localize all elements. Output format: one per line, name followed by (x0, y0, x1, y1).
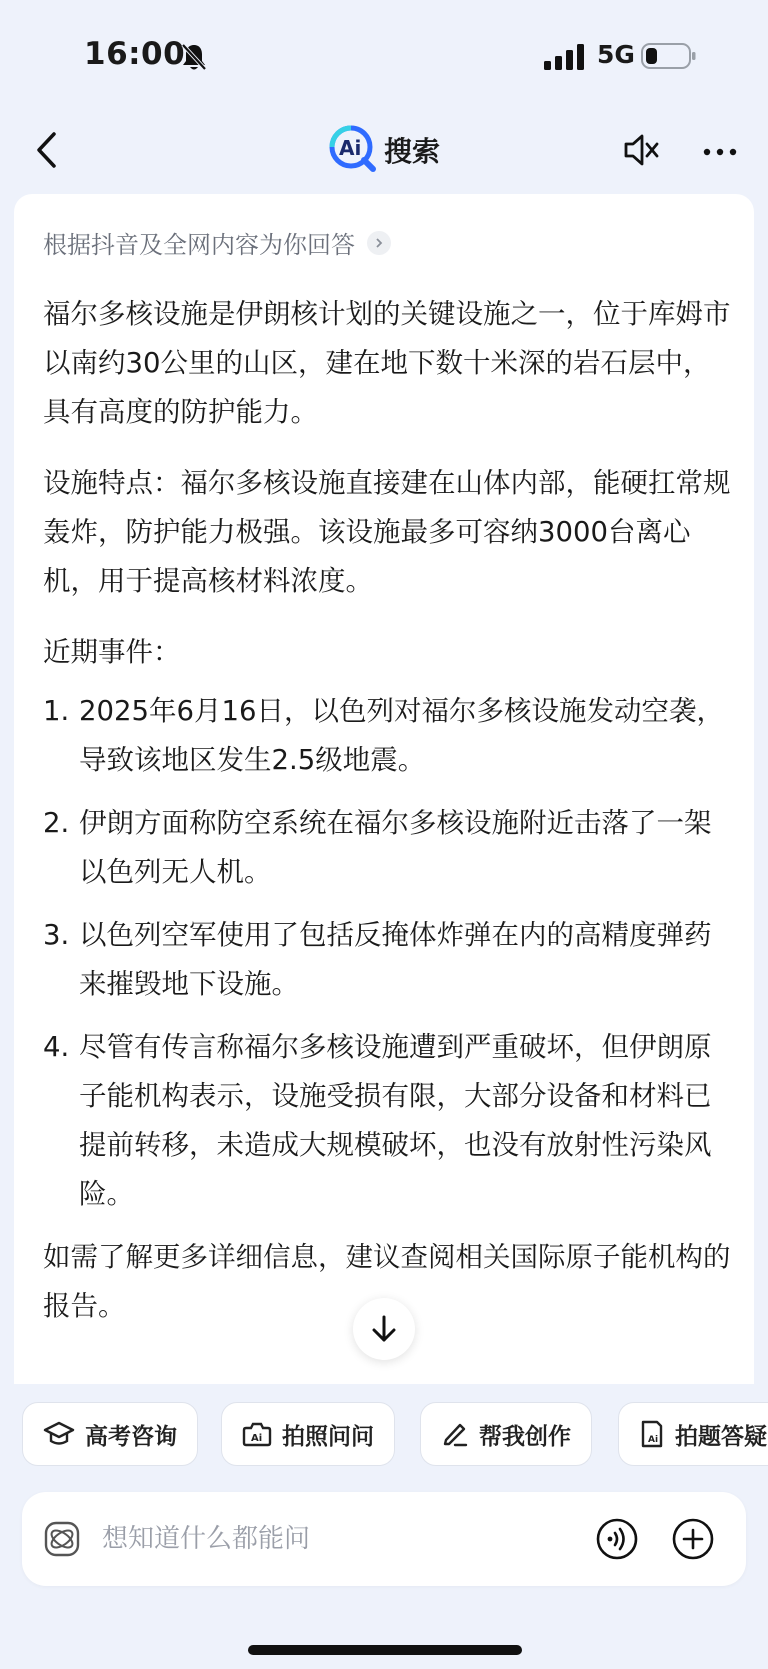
more-options-icon[interactable] (700, 132, 740, 172)
answer-closing: 如需了解更多详细信息，建议查阅相关国际原子能机构的报告。 (43, 1241, 731, 1322)
document-ai-icon (639, 1419, 665, 1449)
status-bar (0, 0, 768, 110)
graduation-cap-icon (43, 1420, 75, 1448)
list-item-text: 2025年6月16日，以色列对福尔多核设施发动空袭，导致该地区发生2.5级地震。 (79, 695, 724, 776)
chip-photo-ask[interactable] (221, 1402, 395, 1466)
source-note-text: 根据抖音及全网内容为你回答 (43, 231, 355, 259)
chevron-right-icon (367, 231, 391, 255)
back-arrow-icon[interactable] (34, 130, 60, 170)
list-item (43, 687, 735, 785)
chip-help-create[interactable] (420, 1402, 592, 1466)
camera-ai-icon (242, 1420, 272, 1448)
list-item-text: 伊朗方面称防空系统在福尔多核设施附近击落了一架以色列无人机。 (79, 807, 712, 888)
battery-icon (641, 42, 697, 70)
list-item-number: 2. (43, 807, 70, 839)
chip-label: 高考咨询 (85, 1423, 177, 1450)
arrow-down-icon (370, 1314, 398, 1344)
home-indicator[interactable] (248, 1645, 522, 1655)
ai-search-logo-icon (326, 122, 378, 174)
list-item (43, 1023, 735, 1219)
source-note[interactable] (43, 225, 391, 260)
speaker-mute-icon[interactable] (620, 130, 660, 170)
bell-off-icon (180, 42, 208, 72)
list-item-number: 1. (43, 695, 70, 727)
list-item-text: 尽管有传言称福尔多核设施遭到严重破坏，但伊朗原子能机构表示，设施受损有限，大部分设备和材料已提前转移，未造成大规模破坏，也没有放射性污染风险。 (79, 1031, 712, 1210)
quick-actions (0, 1402, 768, 1470)
list-item (43, 911, 735, 1009)
list-item-text: 以色列空军使用了包括反掩体炸弹在内的高精度弹药来摧毁地下设施。 (79, 919, 712, 1000)
list-item (43, 799, 735, 897)
events-list (43, 687, 735, 1219)
answer-intro: 福尔多核设施是伊朗核计划的关键设施之一，位于库姆市以南约30公里的山区，建在地下数十米深的岩石层中，具有高度的防护能力。 (43, 298, 731, 428)
svg-text:Ai: Ai (648, 1435, 659, 1445)
svg-text:Ai: Ai (339, 136, 362, 160)
ai-sparkle-icon[interactable] (42, 1519, 82, 1559)
svg-text:Ai: Ai (251, 1433, 263, 1444)
network-label: 5G (597, 40, 635, 69)
chip-label: 拍题答疑 (675, 1423, 767, 1450)
chip-photo-solve[interactable] (618, 1402, 768, 1466)
list-item-number: 3. (43, 919, 70, 951)
events-heading: 近期事件： (43, 636, 181, 668)
answer-body (43, 290, 735, 1353)
chip-gaokao-consult[interactable] (22, 1402, 198, 1466)
nav-bar (0, 110, 768, 190)
query-input[interactable] (102, 1514, 542, 1564)
status-time: 16:00 (84, 36, 186, 72)
chip-label: 拍照问问 (282, 1423, 374, 1450)
answer-card (14, 194, 754, 1384)
page-title: 搜索 (384, 135, 441, 168)
signal-icon (544, 44, 586, 70)
voice-input-icon[interactable] (596, 1518, 638, 1560)
chip-label: 帮我创作 (479, 1423, 571, 1450)
pen-icon (441, 1420, 469, 1448)
list-item-number: 4. (43, 1031, 70, 1063)
chat-input-bar (22, 1492, 746, 1586)
scroll-to-bottom-button[interactable] (353, 1298, 415, 1360)
answer-features: 设施特点：福尔多核设施直接建在山体内部，能硬扛常规轰炸，防护能力极强。该设施最多可容纳3000台离心机，用于提高核材料浓度。 (43, 467, 731, 597)
plus-circle-icon[interactable] (672, 1518, 714, 1560)
